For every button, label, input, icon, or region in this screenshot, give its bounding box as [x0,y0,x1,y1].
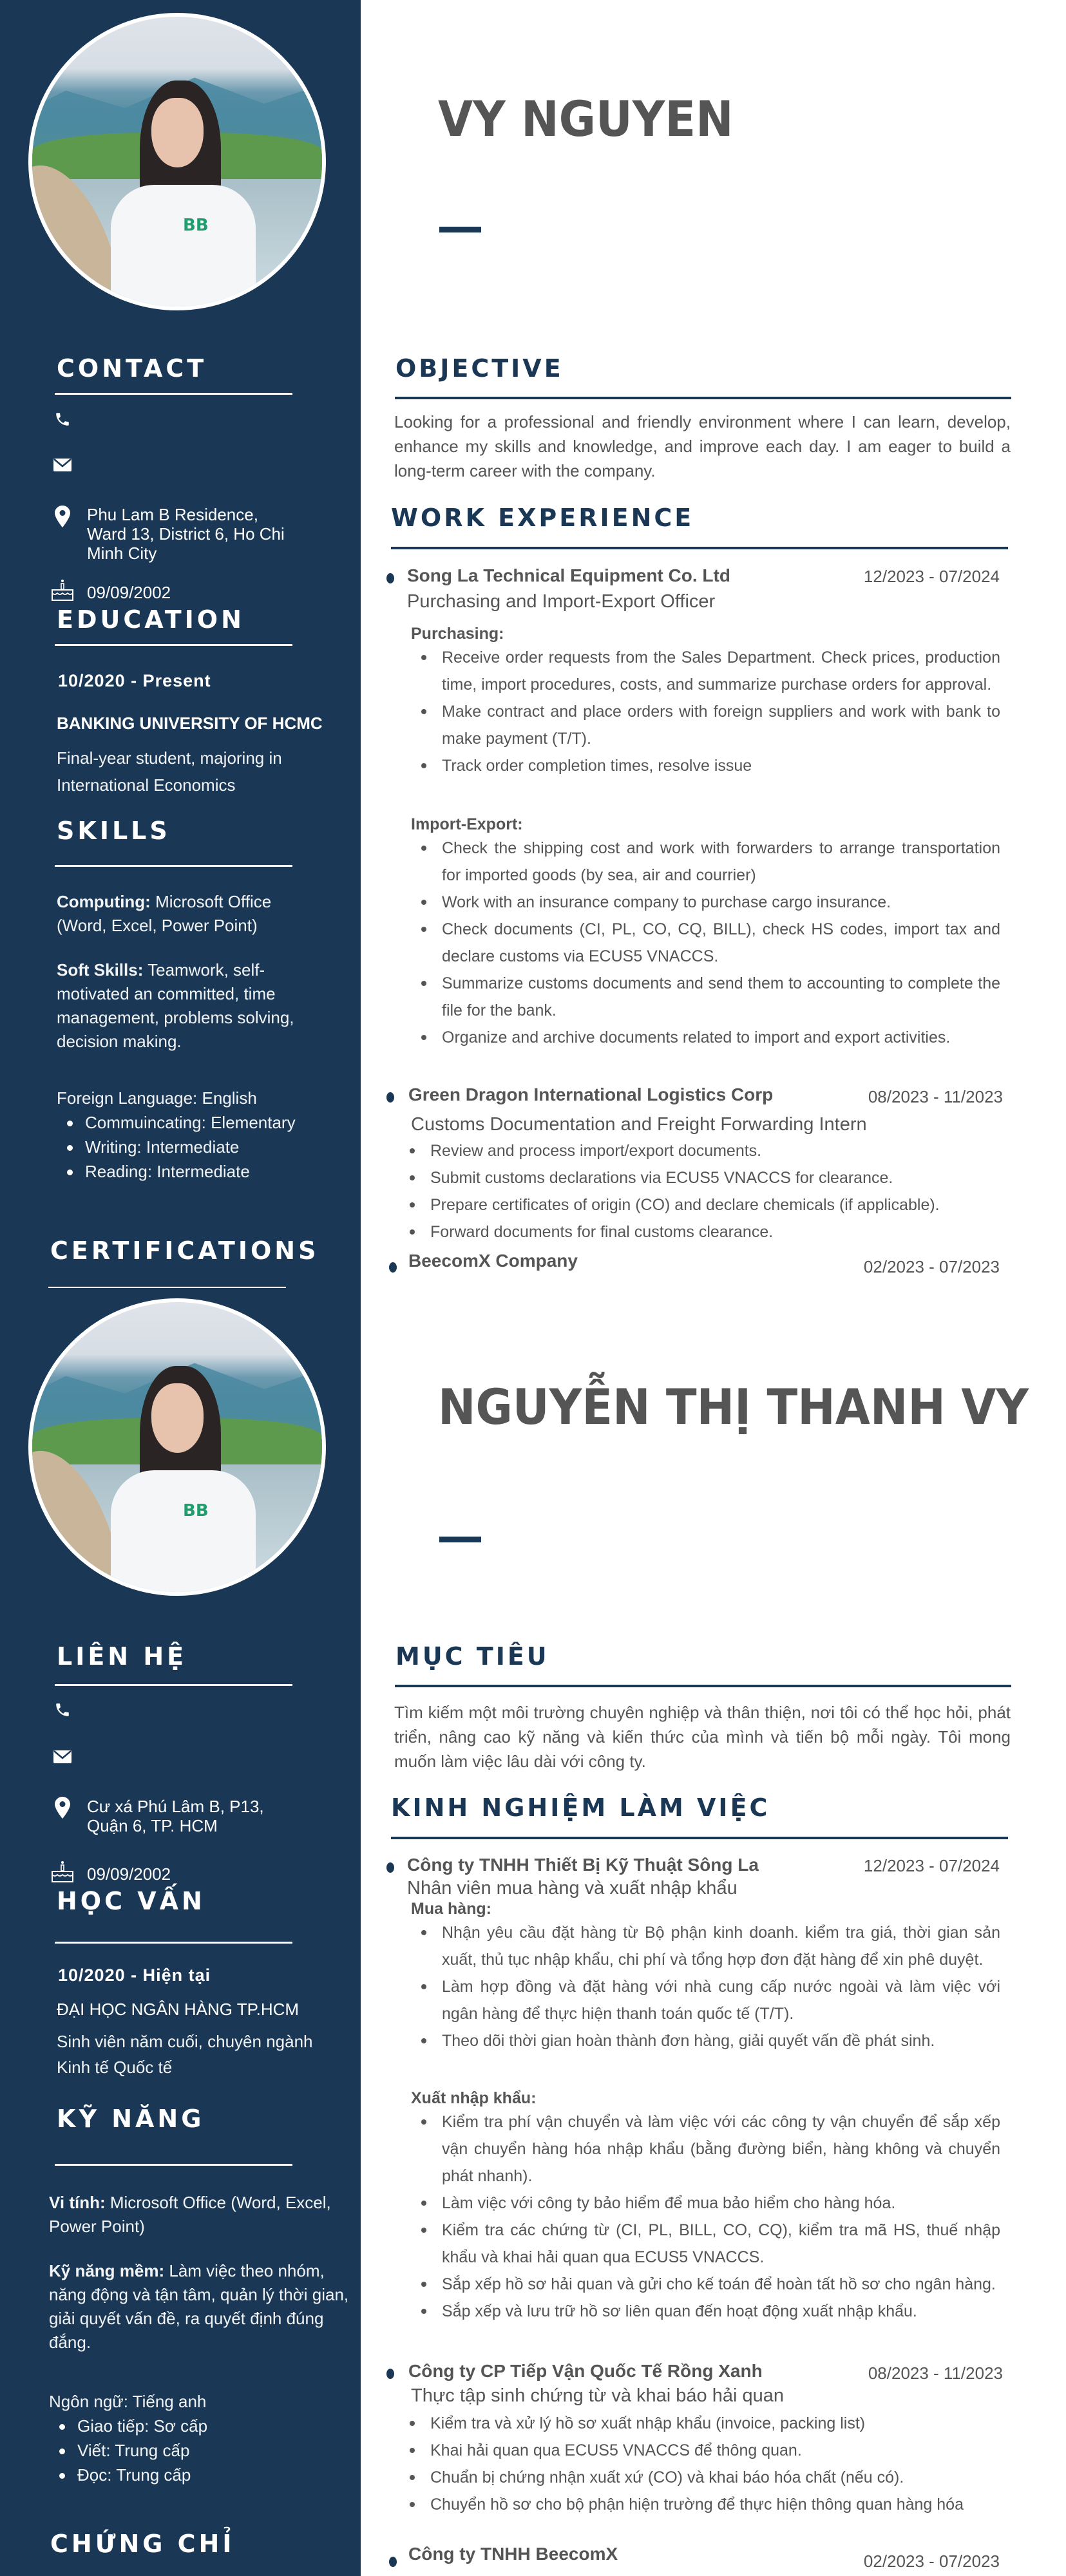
job-role: Purchasing and Import-Export Officer [407,591,716,612]
contact-heading: CONTACT [57,354,207,383]
duty-item: Submit customs declarations via ECUS5 VNACCS for clearance. [399,1164,1005,1191]
language-item: Writing: Intermediate [57,1135,314,1159]
duty-list [411,835,1000,1051]
duty-item: Forward documents for final customs clearance. [399,1218,1005,1245]
divider [55,644,292,646]
duty-item: Prepare certificates of origin (CO) and declare chemicals (if applicable). [399,1191,1005,1218]
duty-item: Organize and archive documents related to import and export activities. [411,1024,1000,1051]
job-bullet-icon [386,1092,394,1103]
job-company: Green Dragon International Logistics Corp [408,1084,774,1104]
job-dates: 12/2023 - 07/2024 [863,567,1000,586]
divider [55,1942,292,1944]
divider [55,865,292,867]
skill-computing-value: Microsoft Office (Word, Excel, Power Point) [49,2193,331,2236]
duty-item: Kiểm tra các chứng từ (CI, PL, BILL, CO, CQ), kiểm tra mã HS, thuế nhập khẩu và khai hải quan qua ECUS5 VNACCS. [411,2217,1000,2271]
skill-soft-label: Kỹ năng mềm: [49,2261,165,2280]
duty-item: Sắp xếp hồ sơ hải quan và gửi cho kế toán để hoàn tất hồ sơ cho ngân hàng. [411,2271,1000,2298]
job-company: Công ty TNHH Thiết Bị Kỹ Thuật Sông La [407,1855,759,1875]
birthday-cake-icon [50,1860,75,1884]
divider [55,2164,292,2166]
mail-icon [53,1748,72,1767]
address-value: Cư xá Phú Lâm B, P13, Quận 6, TP. HCM [87,1797,264,1835]
duty-item: Làm hợp đồng và đặt hàng với nhà cung cấp nước ngoài và làm việc với ngân hàng để thực hiện thanh toán quốc tế (T/T). [411,1973,1000,2027]
divider [395,1685,1011,1687]
education-description: Final-year student, majoring in International Economics [57,748,282,795]
name-underline [439,1537,481,1542]
duty-item: Receive order requests from the Sales Department. Check prices, production time, import procedures, costs, and summarize purchase orders for approval. [411,644,1000,698]
skill-soft-value: Làm việc theo nhóm, năng động và tận tâm, quản lý thời gian, giải quyết vấn đề, ra quyết định đúng đắng. [49,2261,349,2352]
education-heading: EDUCATION [57,605,245,634]
divider [391,547,1008,549]
job-company: Song La Technical Equipment Co. Ltd [407,565,730,585]
skill-language [57,1086,314,1184]
duty-item: Theo dõi thời gian hoàn thành đơn hàng, giải quyết vấn đề phát sinh. [411,2027,1000,2054]
skill-computing [49,2191,345,2239]
duty-item: Kiểm tra phí vận chuyển và làm việc với các công ty vận chuyển để sắp xếp vận chuyển hàng hóa nhập khẩu (bằng đường biển, hàng không và chuyển phát nhanh). [411,2108,1000,2190]
job-role: Customs Documentation and Freight Forwarding Intern [411,1114,867,1135]
divider [55,1684,292,1686]
job-bullet-icon [386,2369,394,2379]
objective-heading: MỤC TIÊU [395,1642,549,1671]
duty-list [411,644,1000,779]
job-bullet-icon [386,573,394,583]
job-dates: 08/2023 - 11/2023 [868,2363,1003,2383]
language-list [57,1110,314,1184]
job-company: Công ty TNHH BeecomX [408,2544,618,2564]
candidate-name: NGUYỄN THỊ THANH VY [438,1378,1029,1435]
divider [55,393,292,395]
duty-group-title: Mua hàng: [411,1900,491,1918]
divider [391,1837,1008,1839]
skill-soft [57,958,314,1054]
job-bullet-icon [389,1262,397,1273]
candidate-name: VY NGUYEN [438,90,734,147]
skill-soft-label: Soft Skills: [57,960,144,980]
main-content [361,0,1066,1288]
duty-group-title: Import-Export: [411,815,523,833]
duty-item: Nhận yêu cầu đặt hàng từ Bộ phận kinh doanh. kiểm tra giá, thời gian sản xuất, thủ tục nhập khẩu, chi phí và tổng hợp đơn đặt hàng để xin phê duyệt. [411,1919,1000,1973]
education-description: Sinh viên năm cuối, chuyên ngành Kinh tế Quốc tế [57,2032,313,2077]
work-heading: KINH NGHIỆM LÀM VIỆC [391,1794,770,1822]
language-item: Viết: Trung cấp [49,2438,307,2463]
duty-item: Make contract and place orders with foreign suppliers and work with bank to make payment (T/T). [411,698,1000,752]
job-bullet-icon [386,1862,394,1873]
contact-heading: LIÊN HỆ [57,1642,187,1671]
education-school: ĐẠI HỌC NGÂN HÀNG TP.HCM [57,2000,300,2019]
duty-list [399,1137,1005,1245]
duty-item: Track order completion times, resolve issue [411,752,1000,779]
language-item: Commuincating: Elementary [57,1110,314,1135]
skills-heading: SKILLS [57,817,171,845]
name-underline [439,227,481,232]
job-company: Công ty CP Tiếp Vận Quốc Tế Rồng Xanh [408,2361,763,2381]
resume-page-vietnamese [0,1288,1066,2576]
work-heading: WORK EXPERIENCE [391,504,694,532]
duty-group-title: Purchasing: [411,625,504,643]
certifications-heading: CHỨNG CHỈ [50,2530,235,2558]
education-period: 10/2020 - Present [58,671,211,690]
job-dates: 02/2023 - 07/2023 [863,1257,1000,1276]
divider [395,397,1011,399]
objective-heading: OBJECTIVE [395,354,564,383]
education-heading: HỌC VẤN [57,1887,205,1915]
sidebar [0,1288,361,2576]
job-role: Nhân viên mua hàng và xuất nhập khẩu [407,1878,738,1899]
duty-item: Summarize customs documents and send them to accounting to complete the file for the bank. [411,970,1000,1024]
duty-item: Review and process import/export documents. [399,1137,1005,1164]
sidebar [0,0,361,1288]
skill-computing-label: Vi tính: [49,2193,106,2212]
language-intro: Ngôn ngữ: Tiếng anh [49,2392,207,2411]
language-item: Giao tiếp: Sơ cấp [49,2414,307,2438]
address-value: Phu Lam B Residence, Ward 13, District 6, Ho Chi Minh City [87,505,285,563]
objective-text: Tìm kiếm một môi trường chuyên nghiệp và thân thiện, nơi tôi có thể học hỏi, phát triển, nâng cao kỹ năng và kiến thức của mình và tiến bộ mỗi ngày. Tôi mong muốn làm việc lâu dài với công ty. [394,1703,1011,1771]
skill-soft [49,2259,352,2354]
profile-photo: BB [28,13,326,310]
language-intro: Foreign Language: English [57,1088,257,1108]
duty-item: Work with an insurance company to purchase cargo insurance. [411,889,1000,916]
duty-item: Kiểm tra và xử lý hồ sơ xuất nhập khẩu (invoice, packing list) [399,2410,1005,2437]
duty-list [411,1919,1000,2054]
job-role: Thực tập sinh chứng từ và khai báo hải quan [411,2385,784,2406]
duty-item: Check the shipping cost and work with forwarders to arrange transportation for imported goods (by sea, air and courrier) [411,835,1000,889]
language-list [49,2414,307,2487]
skill-language [49,2389,307,2487]
job-dates: 08/2023 - 11/2023 [868,1087,1003,1106]
duty-item: Chuẩn bị chứng nhận xuất xứ (CO) và khai báo hóa chất (nếu có). [399,2464,1005,2491]
phone-icon [53,410,72,429]
location-pin-icon [53,1795,72,1821]
education-school: BANKING UNIVERSITY OF HCMC [57,714,323,733]
duty-item: Làm việc với công ty bảo hiểm để mua bảo hiểm cho hàng hóa. [411,2190,1000,2217]
profile-photo: BB [28,1298,326,1596]
skill-computing-label: Computing: [57,892,151,911]
skills-heading: KỸ NĂNG [57,2105,205,2133]
objective-text: Looking for a professional and friendly environment where I can learn, develop, enhance my skills and knowledge, and improve each day. I am eager to build a long-term career with the company. [394,412,1011,480]
main-content [361,1288,1066,2576]
skill-soft-value: Teamwork, self-motivated an committed, time management, problems solving, decision making. [57,960,294,1051]
duty-list [411,2108,1000,2325]
duty-item: Check documents (CI, PL, CO, CQ, BILL), check HS codes, import tax and declare customs via ECUS5 VNACCS. [411,916,1000,970]
birthday-cake-icon [50,578,75,603]
duty-item: Khai hải quan qua ECUS5 VNACCS để thông quan. [399,2437,1005,2464]
duty-list [399,2410,1005,2518]
job-dates: 12/2023 - 07/2024 [863,1856,1000,1875]
skill-computing [57,890,314,938]
skill-computing-value: Microsoft Office (Word, Excel, Power Point) [57,892,272,935]
language-item: Đọc: Trung cấp [49,2463,307,2487]
phone-icon [53,1700,72,1719]
birthday-value: 09/09/2002 [87,1864,171,1884]
job-bullet-icon [389,2557,397,2567]
job-company: BeecomX Company [408,1251,578,1271]
education-period: 10/2020 - Hiện tại [58,1965,211,1985]
mail-icon [53,456,72,475]
job-dates: 02/2023 - 07/2023 [863,2552,1000,2571]
duty-item: Sắp xếp và lưu trữ hồ sơ liên quan đến hoạt động xuất nhập khẩu. [411,2298,1000,2325]
certifications-heading: CERTIFICATIONS [50,1236,319,1265]
location-pin-icon [53,504,72,529]
birthday-value: 09/09/2002 [87,583,171,602]
duty-group-title: Xuất nhập khẩu: [411,2089,537,2107]
duty-item: Chuyển hồ sơ cho bộ phận hiện trường để thực hiện thông quan hàng hóa [399,2491,1005,2518]
language-item: Reading: Intermediate [57,1159,314,1184]
